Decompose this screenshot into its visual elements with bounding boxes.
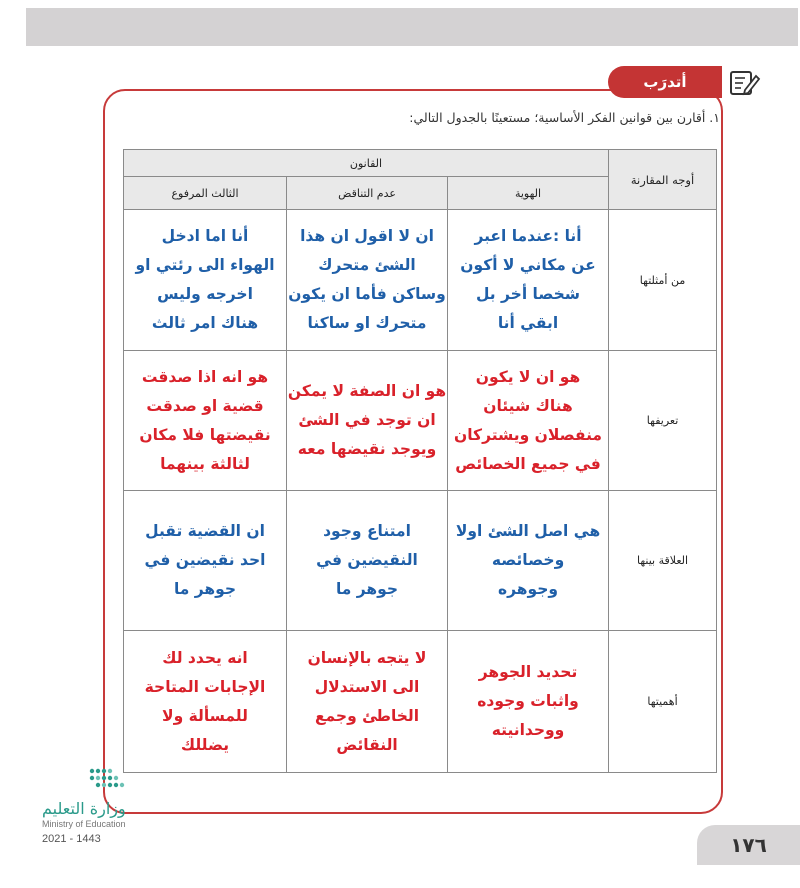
ministry-name-english: Ministry of Education: [42, 819, 126, 829]
table-row: [124, 631, 717, 773]
answer-cell: تحديد الجوهر واثبات وجوده ووحدانيته: [448, 631, 609, 773]
section-tab-label: أتدرَب: [643, 73, 687, 91]
edition-year: 2021 - 1443: [42, 833, 101, 845]
comparison-table: [123, 149, 717, 773]
answer-cell: هي اصل الشئ اولا وخصائصه وجوهره: [448, 491, 609, 631]
table-row: [124, 491, 717, 631]
page-number: [697, 825, 800, 865]
column-header-non-contradiction: عدم التناقض: [287, 177, 448, 210]
page-number-text: ١٧٦: [730, 833, 767, 857]
answer-cell: هو ان لا يكون هناك شيئان منفصلان ويشتركان في جميع الخصائص: [448, 351, 609, 491]
answer-cell: هو ان الصفة لا يمكن ان توجد في الشئ ويوجد نقيضها معه: [287, 351, 448, 491]
answer-cell: أنا اما ادخل الهواء الى رئتي او اخرجه وليس هناك امر ثالث: [124, 210, 287, 351]
answer-cell: انه يحدد لك الإجابات المتاحة للمسألة ولا يضللك: [124, 631, 287, 773]
answer-cell: امتناع وجود النقيضين في جوهر ما: [287, 491, 448, 631]
table-row: [124, 351, 717, 491]
ministry-logo-dots-icon: [88, 765, 128, 795]
aspects-header: أوجه المقارنة: [609, 150, 717, 210]
question-text: ١. أقارن بين قوانين الفكر الأساسية؛ مستعينًا بالجدول التالي:: [409, 110, 720, 125]
row-label-examples: من أمثلتها: [609, 210, 717, 351]
table-row: [124, 210, 717, 351]
ministry-logo: [42, 765, 142, 855]
top-bar: [26, 8, 798, 46]
row-label-importance: أهميتها: [609, 631, 717, 773]
answer-cell: لا يتجه بالإنسان الى الاستدلال الخاطئ وجمع النقائض: [287, 631, 448, 773]
row-label-definition: تعريفها: [609, 351, 717, 491]
answer-cell: ان لا اقول ان هذا الشئ متحرك وساكن فأما ان يكون متحرك او ساكنا: [287, 210, 448, 351]
law-header: القانون: [124, 150, 609, 177]
notepad-pen-icon: [725, 64, 761, 100]
section-tab: [608, 66, 722, 98]
column-header-identity: الهوية: [448, 177, 609, 210]
ministry-name-arabic: وزارة التعليم: [42, 799, 126, 818]
answer-cell: ان القضية تقبل احد نقيضين في جوهر ما: [124, 491, 287, 631]
answer-cell: هو انه اذا صدقت قضية او صدقت نقيضتها فلا مكان لثالثة بينهما: [124, 351, 287, 491]
row-label-relation: العلاقة بينها: [609, 491, 717, 631]
column-header-excluded-middle: الثالث المرفوع: [124, 177, 287, 210]
answer-cell: أنا :عندما اعبر عن مكاني لا أكون شخصا أخر بل ابقي أنا: [448, 210, 609, 351]
